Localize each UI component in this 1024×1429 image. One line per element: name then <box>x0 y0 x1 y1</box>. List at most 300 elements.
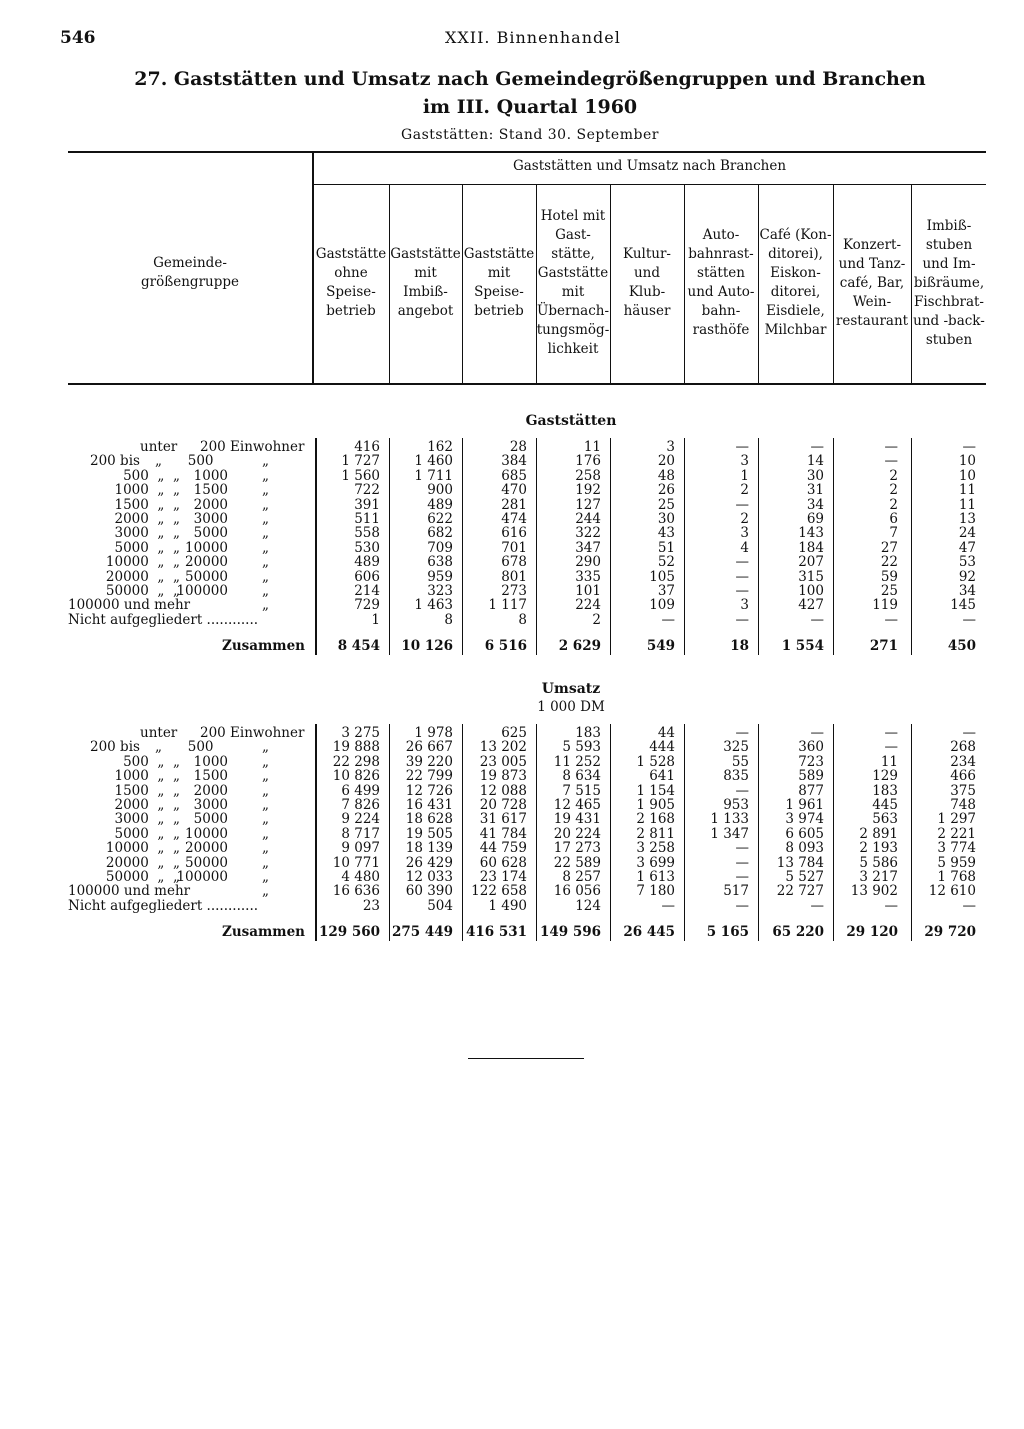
table-cell: 682 <box>427 525 453 542</box>
table-cell: 2 <box>889 467 898 484</box>
row-label-upper: 1500 <box>193 768 228 785</box>
table-cell: 2 193 <box>859 840 898 857</box>
table-cell: 4 480 <box>341 869 380 885</box>
row-label-upper: 200 Einwohner <box>200 439 305 455</box>
table-cell: — <box>735 439 749 455</box>
table-cell: 22 298 <box>332 753 380 770</box>
column-header-line: Hotel mit <box>540 208 606 224</box>
row-label-upper: 50000 <box>185 568 228 585</box>
table-cell: 2 811 <box>636 825 675 842</box>
total-row <box>0 639 1024 654</box>
table-cell: 20 224 <box>553 825 601 842</box>
row-label-ditto: „ <box>262 811 269 828</box>
table-cell: 12 726 <box>405 782 453 799</box>
total-cell: 149 596 <box>539 924 601 940</box>
table-row <box>0 584 1024 599</box>
table-cell: 23 174 <box>479 869 527 885</box>
table-row <box>0 541 1024 556</box>
table-cell: 427 <box>798 597 824 614</box>
table-cell: 8 257 <box>562 869 601 885</box>
row-label-ditto: „ <box>262 453 269 470</box>
row-label: 1500 „ „ <box>114 496 180 513</box>
row-label-ditto: „ <box>262 854 269 871</box>
table-cell: 517 <box>723 883 749 900</box>
column-header-line: Klub- <box>628 284 666 300</box>
stub-header <box>70 254 310 292</box>
table-cell: 60 390 <box>405 883 453 900</box>
table-cell: — <box>735 725 749 741</box>
table-cell: 30 <box>806 467 824 484</box>
column-header-line: stuben <box>925 236 973 253</box>
table-cell: — <box>884 611 898 628</box>
table-cell: 2 <box>740 511 749 527</box>
table-cell: 51 <box>657 539 675 556</box>
column-header-line: Wein- <box>852 293 892 310</box>
row-label: 10000 „ „ <box>105 554 180 571</box>
column-header-line: mit <box>561 284 585 300</box>
table-cell: 244 <box>575 511 601 527</box>
column-header <box>684 226 758 340</box>
row-label-upper: 50000 <box>185 854 228 871</box>
table-cell: 616 <box>501 525 527 542</box>
table-cell: 3 <box>740 597 749 614</box>
row-label-ditto: „ <box>262 739 269 756</box>
table-cell: 1 711 <box>414 467 453 484</box>
table-cell: 606 <box>354 568 380 585</box>
table-cell: 28 <box>509 439 527 455</box>
table-cell: 622 <box>427 511 453 527</box>
column-header <box>758 226 833 340</box>
table-row <box>0 570 1024 585</box>
table-cell: 16 056 <box>553 883 601 900</box>
table-cell: — <box>810 897 824 914</box>
table-row <box>0 784 1024 799</box>
table-cell: 92 <box>958 568 976 585</box>
table-cell: 22 727 <box>776 883 824 900</box>
column-header-line: bißräume, <box>913 274 985 291</box>
table-cell: — <box>810 725 824 741</box>
row-label-ditto: „ <box>262 554 269 571</box>
section-title: Gaststätten <box>525 413 617 429</box>
row-label-upper: 20000 <box>185 554 228 571</box>
table-cell: 641 <box>649 768 675 785</box>
table-cell: 224 <box>575 597 601 614</box>
table-cell: 26 429 <box>405 854 453 871</box>
row-label-upper: 1500 <box>193 482 228 499</box>
table-cell: 119 <box>872 597 898 614</box>
table-cell: 34 <box>958 583 976 599</box>
table-cell: 2 221 <box>937 825 976 842</box>
table-cell: 335 <box>575 568 601 585</box>
table-cell: 53 <box>958 554 976 571</box>
table-cell: 11 <box>880 753 898 770</box>
table-cell: 416 <box>354 439 380 455</box>
total-cell: 271 <box>869 638 898 654</box>
table-cell: — <box>735 611 749 628</box>
table-cell: 347 <box>575 539 601 556</box>
table-row <box>0 555 1024 570</box>
table-cell: 1 347 <box>710 825 749 842</box>
table-row <box>0 769 1024 784</box>
row-label-upper: 2000 <box>193 782 228 799</box>
table-cell: 8 634 <box>562 768 601 785</box>
row-label: unter <box>140 725 178 741</box>
row-label: 5000 „ „ <box>114 539 180 556</box>
table-cell: 391 <box>354 496 380 513</box>
table-row <box>0 740 1024 755</box>
column-header-line: betrieb <box>326 303 376 319</box>
table-cell: 1 297 <box>937 811 976 828</box>
table-cell: — <box>735 568 749 585</box>
table-cell: 13 <box>958 511 976 527</box>
table-cell: 8 093 <box>785 840 824 857</box>
table-cell: — <box>661 611 675 628</box>
table-cell: 39 220 <box>405 753 453 770</box>
table-cell: 12 610 <box>928 883 976 900</box>
table-cell: 729 <box>354 597 380 614</box>
column-header-line: Kultur- <box>623 246 671 262</box>
column-header-line: stätten <box>697 265 745 281</box>
row-label-ditto: „ <box>262 825 269 842</box>
table-subtitle: Gaststätten: Stand 30. September <box>401 127 659 143</box>
table-cell: 3 <box>666 439 675 455</box>
row-label: 3000 „ „ <box>114 811 180 828</box>
table-cell: 26 <box>657 482 675 499</box>
table-cell: 60 628 <box>479 854 527 871</box>
table-cell: 290 <box>575 554 601 571</box>
table-cell: 1 463 <box>414 597 453 614</box>
row-label-upper: 20000 <box>185 840 228 857</box>
table-row <box>0 812 1024 827</box>
table-cell: 5 527 <box>785 869 824 885</box>
total-label: Zusammen <box>222 638 305 654</box>
column-header-line: betrieb <box>474 303 524 319</box>
row-label-upper: 5000 <box>193 525 228 542</box>
table-cell: 22 799 <box>405 768 453 785</box>
table-cell: 2 <box>740 482 749 499</box>
table-cell: 1 961 <box>785 797 824 813</box>
table-cell: 34 <box>806 496 824 513</box>
table-cell: 8 <box>444 611 453 628</box>
table-cell: 709 <box>427 539 453 556</box>
row-label-ditto: „ <box>262 797 269 813</box>
table-cell: 258 <box>575 467 601 484</box>
row-label-ditto: „ <box>262 768 269 785</box>
total-cell: 275 449 <box>391 924 453 940</box>
table-cell: 7 <box>889 525 898 542</box>
table-cell: 563 <box>872 811 898 828</box>
row-label-upper: 10000 <box>185 825 228 842</box>
table-cell: 30 <box>657 511 675 527</box>
table-cell: 470 <box>501 482 527 499</box>
table-cell: — <box>735 869 749 885</box>
column-header-line: Gaststätte <box>463 246 535 262</box>
table-cell: 268 <box>950 739 976 756</box>
table-cell: 17 273 <box>553 840 601 857</box>
column-header-line: und Auto- <box>687 284 755 300</box>
table-cell: — <box>735 897 749 914</box>
table-cell: 101 <box>575 583 601 599</box>
table-cell: 7 180 <box>636 883 675 900</box>
table-cell: 162 <box>427 439 453 455</box>
table-cell: 589 <box>798 768 824 785</box>
table-cell: 3 <box>740 525 749 542</box>
table-cell: 234 <box>950 753 976 770</box>
table-cell: 192 <box>575 482 601 499</box>
table-cell: 315 <box>798 568 824 585</box>
table-cell: 6 499 <box>341 782 380 799</box>
section-title: Umsatz <box>541 681 601 697</box>
column-header-line: angebot <box>397 303 454 319</box>
table-cell: 11 <box>583 439 601 455</box>
column-header-line: Auto- <box>702 227 740 243</box>
column-header-line: Eiskon- <box>770 265 821 281</box>
table-cell: 143 <box>798 525 824 542</box>
table-cell: 100 <box>798 583 824 599</box>
table-cell: 877 <box>798 782 824 799</box>
table-cell: 184 <box>798 539 824 556</box>
table-cell: 900 <box>427 482 453 499</box>
table-cell: 13 784 <box>776 854 824 871</box>
table-cell: 10 826 <box>332 768 380 785</box>
table-row <box>0 726 1024 741</box>
column-header-line: Gast- <box>555 227 591 243</box>
table-cell: 530 <box>354 539 380 556</box>
row-label-ditto: „ <box>262 883 269 900</box>
table-cell: 953 <box>723 797 749 813</box>
column-header-line: und Tanz- <box>838 255 906 272</box>
table-cell: 1 460 <box>414 453 453 470</box>
table-cell: 1 133 <box>710 811 749 828</box>
table-row <box>0 841 1024 856</box>
table-cell: 9 224 <box>341 811 380 828</box>
total-cell: 450 <box>947 638 976 654</box>
table-cell: 722 <box>354 482 380 499</box>
table-row <box>0 755 1024 770</box>
table-cell: 16 431 <box>405 797 453 813</box>
table-cell: 12 033 <box>405 869 453 885</box>
row-label: 50000 „ „ <box>105 583 180 599</box>
table-cell: — <box>735 840 749 857</box>
table-cell: 19 431 <box>553 811 601 828</box>
row-label-ditto: „ <box>262 840 269 857</box>
table-cell: — <box>884 725 898 741</box>
table-cell: 16 636 <box>332 883 380 900</box>
table-cell: 1 154 <box>636 782 675 799</box>
row-label: 200 bis <box>90 739 140 756</box>
total-row <box>0 925 1024 940</box>
table-cell: 3 974 <box>785 811 824 828</box>
table-cell: — <box>735 854 749 871</box>
table-cell: 2 891 <box>859 825 898 842</box>
table-cell: 52 <box>657 554 675 571</box>
table-cell: 1 905 <box>636 797 675 813</box>
table-cell: 322 <box>575 525 601 542</box>
table-cell: 325 <box>723 739 749 756</box>
row-label: 10000 „ „ <box>105 840 180 857</box>
table-cell: 685 <box>501 467 527 484</box>
table-cell: 24 <box>958 525 976 542</box>
column-header-line: Imbiß- <box>926 217 972 234</box>
table-cell: 2 <box>889 496 898 513</box>
table-row <box>0 899 1024 914</box>
column-header-line: mit <box>414 265 437 281</box>
column-header-line: Fischbrat- <box>914 293 984 310</box>
table-cell: 10 <box>958 467 976 484</box>
column-header <box>462 245 536 321</box>
table-cell: 2 <box>592 611 601 628</box>
table-cell: 1 490 <box>488 897 527 914</box>
row-label-upper: 10000 <box>185 539 228 556</box>
table-cell: 959 <box>427 568 453 585</box>
column-header-line: mit <box>487 265 511 281</box>
row-label-upper: 1000 <box>193 753 228 770</box>
table-cell: 384 <box>501 453 527 470</box>
table-cell: 129 <box>872 768 898 785</box>
table-cell: 10 <box>958 453 976 470</box>
table-cell: 47 <box>958 539 976 556</box>
table-title-line2: im III. Quartal 1960 <box>422 96 638 118</box>
table-cell: 48 <box>657 467 675 484</box>
table-cell: 8 <box>518 611 527 628</box>
table-cell: 1 <box>371 611 380 628</box>
column-header-line: café, Bar, <box>839 274 905 291</box>
column-header-line: bahn- <box>701 303 741 319</box>
table-cell: 59 <box>880 568 898 585</box>
table-cell: — <box>962 439 976 455</box>
row-label: 20000 „ „ <box>105 568 180 585</box>
table-cell: 41 784 <box>479 825 527 842</box>
table-cell: 9 097 <box>341 840 380 857</box>
table-cell: 18 628 <box>405 811 453 828</box>
table-cell: 20 728 <box>479 797 527 813</box>
chapter-heading: XXII. Binnenhandel <box>445 28 621 47</box>
total-cell: 6 516 <box>484 638 527 654</box>
table-cell: 27 <box>880 539 898 556</box>
table-cell: 504 <box>427 897 453 914</box>
table-cell: 474 <box>501 511 527 527</box>
row-label-upper: 100000 <box>176 583 228 599</box>
column-header-line: Gaststätte <box>390 246 461 262</box>
table-cell: 489 <box>354 554 380 571</box>
total-cell: 129 560 <box>318 924 380 940</box>
table-cell: 37 <box>657 583 675 599</box>
table-cell: 207 <box>798 554 824 571</box>
table-cell: 748 <box>950 797 976 813</box>
footer-rule <box>468 1058 584 1059</box>
table-cell: 183 <box>575 725 601 741</box>
row-label: 2000 „ „ <box>114 511 180 527</box>
table-cell: 6 <box>889 511 898 527</box>
table-cell: — <box>810 439 824 455</box>
table-title-line1: 27. Gaststätten und Umsatz nach Gemeindegrößengruppen und Branchen <box>134 68 926 90</box>
table-cell: 11 <box>958 482 976 499</box>
table-cell: 323 <box>427 583 453 599</box>
row-label-ditto: „ <box>262 869 269 885</box>
column-header-line: tungsmög- <box>536 322 610 338</box>
row-label-ditto: „ <box>262 482 269 499</box>
column-header-line: bahnrast- <box>688 246 754 262</box>
table-cell: 8 717 <box>341 825 380 842</box>
table-cell: — <box>735 583 749 599</box>
total-cell: 26 445 <box>623 924 675 940</box>
table-cell: 3 258 <box>636 840 675 857</box>
column-header-line: ditorei, <box>770 284 821 300</box>
table-cell: 360 <box>798 739 824 756</box>
column-header-line: Café (Kon- <box>759 227 832 243</box>
column-header-line: stuben <box>925 331 973 348</box>
column-header-line: und Im- <box>922 255 976 272</box>
table-cell: 11 252 <box>553 753 601 770</box>
table-cell: 18 139 <box>405 840 453 857</box>
row-label-upper: 3000 <box>193 511 228 527</box>
column-header-line: häuser <box>623 303 671 319</box>
table-cell: 12 465 <box>553 797 601 813</box>
group-rule <box>313 184 986 185</box>
table-cell: 44 <box>657 725 675 741</box>
table-cell: 124 <box>575 897 601 914</box>
table-cell: 701 <box>501 539 527 556</box>
table-cell: 281 <box>501 496 527 513</box>
row-label-upper: 5000 <box>193 811 228 828</box>
row-label-ditto: „ <box>262 597 269 614</box>
column-header-line: Speise- <box>474 284 524 300</box>
column-header <box>610 245 684 321</box>
table-cell: 13 202 <box>479 739 527 756</box>
table-row <box>0 526 1024 541</box>
table-cell: 4 <box>740 539 749 556</box>
column-header-line: Speise- <box>326 284 376 300</box>
table-cell: 5 586 <box>859 854 898 871</box>
table-row <box>0 870 1024 885</box>
total-cell: 65 220 <box>772 924 824 940</box>
table-cell: 625 <box>501 725 527 741</box>
table-cell: 25 <box>880 583 898 599</box>
row-label-upper: 3000 <box>193 797 228 813</box>
row-label: 100000 und mehr <box>68 597 191 614</box>
row-label-ditto: „ <box>262 568 269 585</box>
column-header <box>911 217 987 350</box>
table-cell: 466 <box>950 768 976 785</box>
table-cell: 13 902 <box>850 883 898 900</box>
table-cell: 122 658 <box>471 883 527 900</box>
column-header <box>313 245 389 321</box>
table-cell: 11 <box>958 496 976 513</box>
table-cell: 44 759 <box>479 840 527 857</box>
table-cell: 835 <box>723 768 749 785</box>
row-label-upper: 100000 <box>176 869 228 885</box>
column-header-line: Gaststätte <box>537 265 609 281</box>
row-label: Nicht aufgegliedert ............ <box>68 897 259 914</box>
table-cell: 1 117 <box>488 597 527 614</box>
total-cell: 8 454 <box>337 638 380 654</box>
table-cell: 3 699 <box>636 854 675 871</box>
column-header-line: Eisdiele, <box>766 303 825 319</box>
table-cell: 723 <box>798 753 824 770</box>
table-cell: 1 613 <box>636 869 675 885</box>
table-cell: — <box>661 897 675 914</box>
table-cell: — <box>884 453 898 470</box>
row-label-upper: 1000 <box>193 467 228 484</box>
row-label: 3000 „ „ <box>114 525 180 542</box>
table-cell: 445 <box>872 797 898 813</box>
row-label: 1000 „ „ <box>114 768 180 785</box>
row-label-upper: „ 500 <box>155 739 214 756</box>
row-label: 1500 „ „ <box>114 782 180 799</box>
row-label-ditto: „ <box>262 539 269 556</box>
row-label-upper: „ 500 <box>155 453 214 470</box>
table-cell: — <box>884 439 898 455</box>
